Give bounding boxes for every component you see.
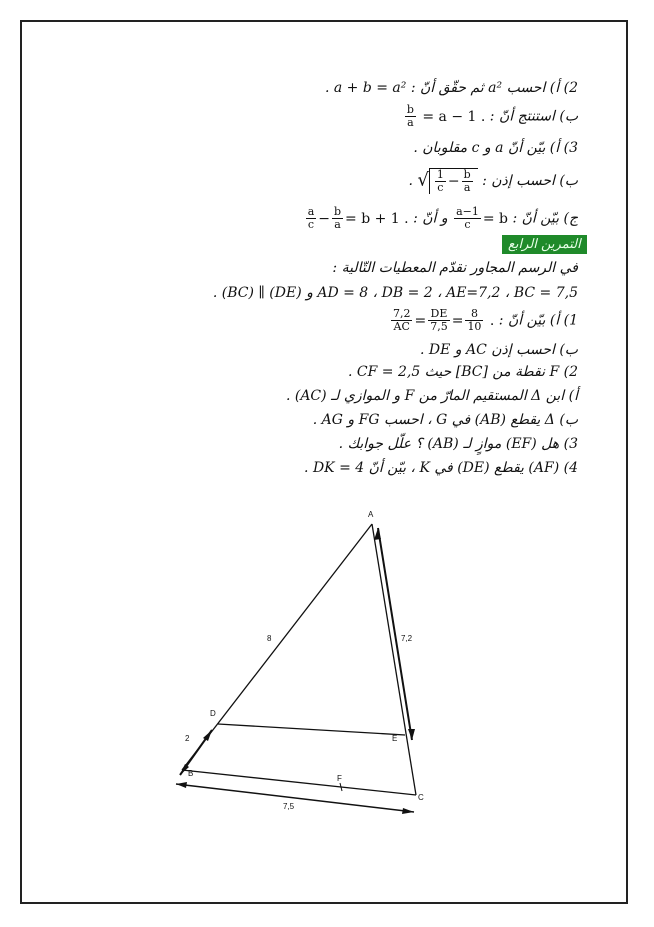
fraction-b-over-a: $\frac{b}{a}$	[406, 103, 414, 129]
ex3-q3c: ج) بيّن أنّ : $\frac{a-1}{c}$ = b و أنّ : $\frac{a}{c}$ − $\frac{b}{a}$ = b + 1 .	[307, 205, 578, 231]
ex3-q3a: 3) أ) بيّن أنّ a و c مقلوبان .	[413, 140, 578, 156]
point-label-A: A	[368, 510, 374, 519]
ex3-q2b-math: $\frac{b}{a}$ = a − 1 .	[406, 103, 486, 129]
ex3-q2a: 2) أ) احسب a² ثم حقّق أنّ : a + b = a² .	[324, 80, 578, 96]
segment-BC	[182, 770, 416, 795]
length-label-BC: 7,5	[283, 802, 295, 811]
ex4-givens: AD = 8 ، DB = 2 ، AE=7,2 ، BC = 7,5 و (DE) ∥ (BC) .	[212, 285, 578, 301]
ex3-q3c-text: ج) بيّن أنّ :	[512, 210, 578, 227]
arrowhead-BC-right	[402, 808, 414, 814]
segment-DE	[218, 724, 405, 735]
segment-AC	[372, 524, 416, 795]
arrowhead-BC-left	[176, 782, 187, 788]
point-label-E: E	[392, 734, 398, 743]
dim-BC-arrow	[176, 784, 414, 812]
ex4-q1a: 1) أ) بيّن أنّ : $\frac{7,2}{AC}$ = $\frac{DE}{7,5}$ = $\frac{8}{10}$ .	[392, 307, 578, 333]
ex3-q3b: ب) احسب إذن : √ $\frac{1}{c}$ − $\frac{b}{a}$ .	[408, 168, 578, 194]
ex4-q1b: ب) احسب إذن AC و DE .	[419, 342, 578, 358]
ex4-q2b: ب) Δ يقطع (AB) في G ، احسب FG و AG .	[312, 412, 578, 428]
ex4-q2: 2) F نقطة من [BC] حيث CF = 2,5 .	[348, 364, 578, 380]
exercise4-title: التمرين الرابع	[502, 235, 587, 254]
point-label-B: B	[188, 769, 194, 778]
point-label-D: D	[210, 709, 216, 718]
ex3-q3b-text: ب) احسب إذن :	[482, 173, 578, 189]
point-label-F: F	[337, 774, 342, 783]
sqrt-expression: √ $\frac{1}{c}$ − $\frac{b}{a}$	[417, 168, 477, 194]
length-label-AD: 8	[267, 634, 272, 643]
ex4-q3: 3) هل (EF) موازٍ لـ (AB) ؟ علّل جوابك .	[338, 436, 578, 452]
length-label-DB: 2	[185, 734, 190, 743]
length-label-AE: 7,2	[401, 634, 413, 643]
ex4-q4: 4) (AF) يقطع (DE) في K ، بيّن أنّ DK = 4 .	[304, 460, 578, 476]
ex4-q2a: أ) ابن Δ المستقيم المارّ من F و الموازي لـ (AC) .	[285, 388, 578, 404]
arrowhead-E	[408, 729, 415, 740]
point-label-C: C	[418, 793, 424, 802]
ex4-intro: في الرسم المجاور نقدّم المعطيات التّالية :	[332, 260, 578, 276]
ex3-q2b-text: ب) استنتج أنّ :	[489, 108, 578, 125]
